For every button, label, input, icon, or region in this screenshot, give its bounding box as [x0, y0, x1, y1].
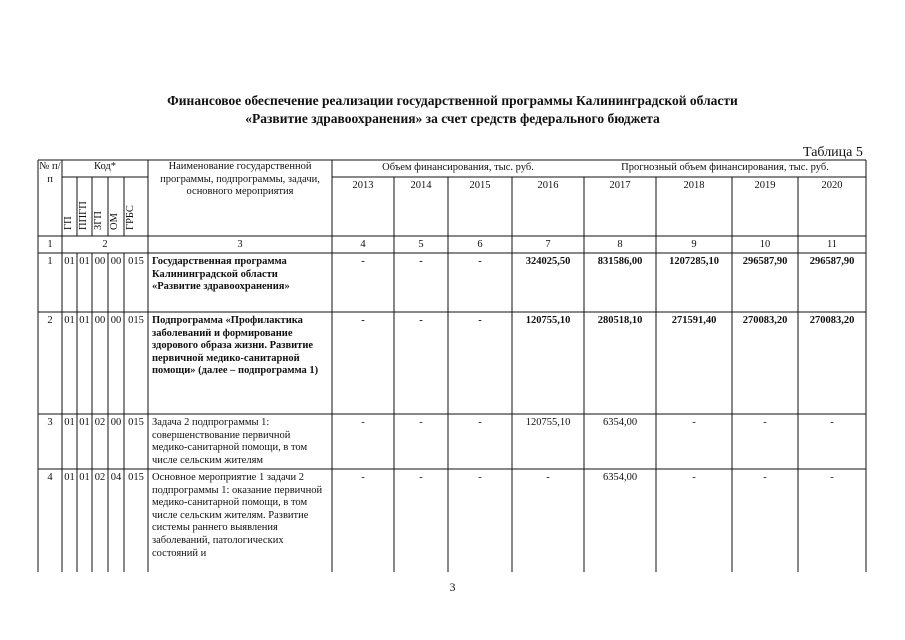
row-value: 296587,90 [742, 256, 788, 267]
column-number: 10 [759, 239, 771, 250]
header-year: 2018 [683, 180, 705, 191]
row-code: 00 [94, 256, 106, 267]
row-code: 04 [110, 472, 122, 483]
header-code-part: ОМ [109, 213, 120, 230]
row-name: Задача 2 подпрограммы 1: совершенствование первичной медико-санитарной помощи, в том числе сельским жителям [152, 417, 308, 466]
row-value: 120755,10 [525, 417, 571, 428]
row-value: - [361, 256, 365, 267]
row-value: - [546, 472, 550, 483]
header-code-part: ГП [63, 216, 74, 230]
table-label: Таблица 5 [803, 145, 863, 160]
header-code-part: ППГП [78, 201, 89, 230]
header-name: Наименование государственной программы, подпрограммы, задачи, основного мероприятия [160, 161, 320, 198]
row-code: 00 [94, 315, 106, 326]
column-number: 3 [237, 239, 243, 250]
row-value: 280518,10 [597, 315, 643, 326]
row-value: 324025,50 [525, 256, 571, 267]
row-value: 270083,20 [809, 315, 855, 326]
row-code: 01 [64, 256, 75, 267]
row-value: - [478, 472, 482, 483]
row-num: 3 [47, 417, 53, 428]
header-year: 2016 [537, 180, 559, 191]
header-forecast-group: Прогнозный объем финансирования, тыс. руб. [621, 162, 829, 173]
row-value: 271591,40 [671, 315, 717, 326]
row-value: 831586,00 [597, 256, 643, 267]
column-number: 7 [545, 239, 551, 250]
document-title-line-2: «Развитие здравоохранения» за счет средств федерального бюджета [245, 111, 660, 126]
row-code: 00 [110, 256, 122, 267]
row-value: - [478, 256, 482, 267]
row-code: 02 [94, 417, 106, 428]
column-number: 5 [418, 239, 424, 250]
row-value: - [419, 315, 423, 326]
header-year: 2015 [469, 180, 491, 191]
document-title-line-1: Финансовое обеспечение реализации государственной программы Калининградской области [167, 93, 738, 108]
header-year: 2017 [609, 180, 631, 191]
header-year: 2020 [821, 180, 843, 191]
row-code: 00 [110, 417, 122, 428]
column-number: 2 [102, 239, 108, 250]
row-code: 015 [128, 472, 144, 483]
column-number: 8 [617, 239, 623, 250]
column-number: 1 [47, 239, 53, 250]
column-number: 6 [477, 239, 483, 250]
row-value: - [361, 472, 365, 483]
column-number: 9 [691, 239, 697, 250]
header-code-part: ГРБС [125, 205, 136, 230]
row-code: 01 [79, 472, 90, 483]
row-code: 00 [110, 315, 122, 326]
row-value: - [830, 472, 834, 483]
row-code: 01 [79, 315, 90, 326]
row-code: 01 [79, 256, 90, 267]
row-code: 015 [128, 417, 144, 428]
page-number: 3 [449, 580, 456, 594]
row-value: - [419, 256, 423, 267]
header-code: Код* [93, 161, 117, 172]
row-value: - [763, 472, 767, 483]
row-value: - [830, 417, 834, 428]
row-value: - [692, 472, 696, 483]
row-value: 6354,00 [602, 472, 638, 483]
row-code: 01 [64, 417, 75, 428]
column-number: 11 [826, 239, 838, 250]
row-num: 4 [47, 472, 53, 483]
row-code: 01 [64, 315, 75, 326]
row-value: 1207285,10 [669, 256, 719, 267]
row-code: 015 [128, 315, 144, 326]
row-num: 2 [47, 315, 53, 326]
row-code: 01 [79, 417, 90, 428]
row-value: - [692, 417, 696, 428]
header-year: 2013 [352, 180, 374, 191]
header-year: 2014 [410, 180, 432, 191]
row-value: 6354,00 [602, 417, 638, 428]
row-value: - [478, 315, 482, 326]
row-value: - [361, 315, 365, 326]
row-value: - [361, 417, 365, 428]
header-year: 2019 [754, 180, 776, 191]
row-value: - [419, 472, 423, 483]
row-name: Государственная программа Калининградской области «Развитие здравоохранения» [152, 256, 290, 293]
header-code-part: ЗГП [93, 211, 104, 230]
row-name: Основное мероприятие 1 задачи 2 подпрограммы 1: оказание первичной медико-санитарной помощи, в том числе сельским жителям. Развитие системы раннего выявления заболеваний, патологических состояний и [152, 472, 323, 559]
row-value: - [763, 417, 767, 428]
row-code: 02 [94, 472, 106, 483]
row-value: 120755,10 [525, 315, 571, 326]
row-num: 1 [47, 256, 53, 267]
row-value: 296587,90 [809, 256, 855, 267]
row-code: 01 [64, 472, 75, 483]
header-num: № п/п [39, 161, 61, 185]
row-value: - [419, 417, 423, 428]
row-code: 015 [128, 256, 144, 267]
header-fact-group: Объем финансирования, тыс. руб. [382, 162, 534, 173]
row-name: Подпрограмма «Профилактика заболеваний и формирование здорового образа жизни. Развитие первичной медико-санитарной помощи» (далее – подпрограмма 1) [152, 315, 319, 377]
row-value: - [478, 417, 482, 428]
column-number: 4 [360, 239, 366, 250]
row-value: 270083,20 [742, 315, 788, 326]
